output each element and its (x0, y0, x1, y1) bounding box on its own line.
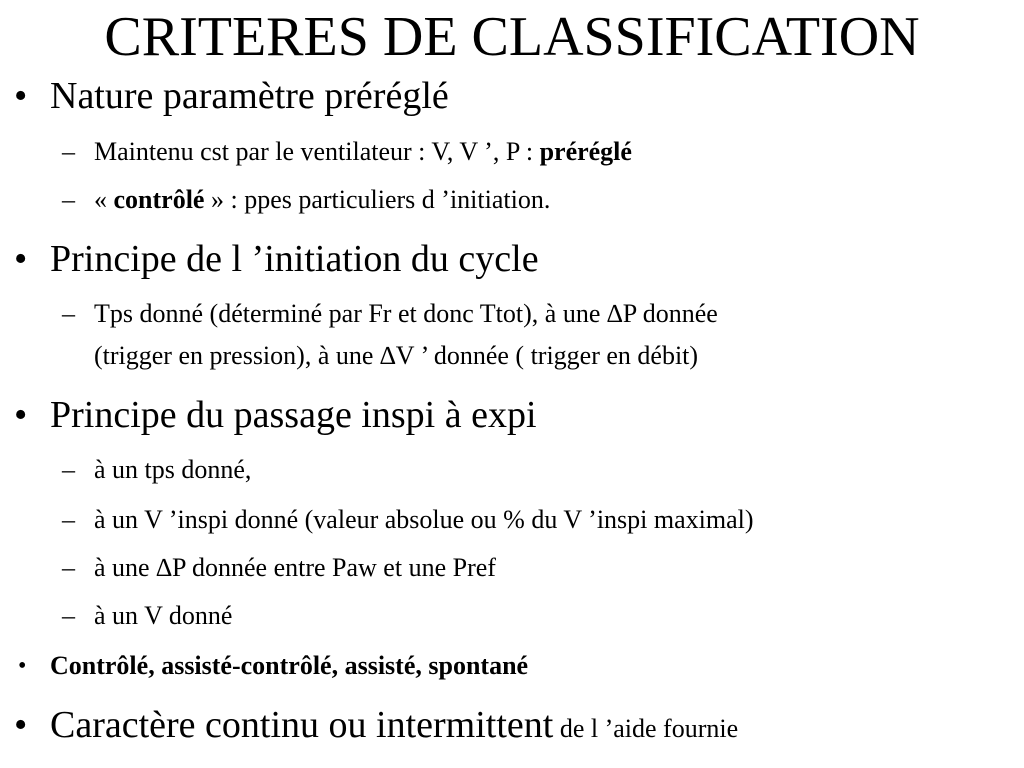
subitem-maintenu (94, 134, 632, 170)
dash-1-1: – (62, 137, 75, 166)
item-caractere-tail: de l ’aide fournie (553, 714, 739, 743)
subitem-controle-bold: contrôlé (113, 185, 205, 214)
item-caractere (50, 703, 738, 751)
subitem-maintenu-bold: préréglé (539, 137, 632, 166)
subitem-controle (94, 182, 550, 218)
item-passage: Principe du passage inspi à expi (50, 394, 537, 436)
bullet-1: • (14, 75, 28, 117)
dash-1-2: – (62, 185, 75, 214)
slide-title: CRITERES DE CLASSIFICATION (104, 6, 920, 68)
subitem-maintenu-text: Maintenu cst par le ventilateur : V, V ’, P : (94, 137, 540, 166)
item-modes (50, 648, 528, 684)
item-nature: Nature paramètre préréglé (50, 75, 449, 117)
bullet-2: • (14, 238, 28, 280)
item-initiation: Principe de l ’initiation du cycle (50, 238, 539, 280)
subitem-v-donne: à un V donné (94, 601, 233, 630)
subitem-delta-p: à une ∆P donnée entre Paw et une Pref (94, 553, 496, 582)
subitem-tps-line1: Tps donné (déterminé par Fr et donc Ttot), à une ∆P donnée (94, 299, 718, 328)
subitem-controle-open: « (94, 185, 114, 214)
subitem-controle-rest: » : ppes particuliers d ’initiation. (204, 185, 551, 214)
dash-3-3: – (62, 553, 75, 582)
subitem-v-inspi: à un V ’inspi donné (valeur absolue ou % du V ’inspi maximal) (94, 505, 754, 534)
subitem-tps-line2: (trigger en pression), à une ∆V ’ donnée ( trigger en débit) (94, 341, 699, 370)
bullet-4: • (18, 653, 27, 679)
dash-2-1: – (62, 299, 75, 328)
bullet-5: • (14, 704, 28, 746)
item-caractere-text: Caractère continu ou intermittent (50, 704, 554, 746)
bullet-3: • (14, 394, 28, 436)
dash-3-1: – (62, 455, 75, 484)
dash-3-2: – (62, 505, 75, 534)
subitem-tps-donne: à un tps donné, (94, 455, 252, 484)
dash-3-4: – (62, 601, 75, 630)
item-modes-bold: Contrôlé, assisté-contrôlé, assisté, spontané (50, 651, 529, 680)
